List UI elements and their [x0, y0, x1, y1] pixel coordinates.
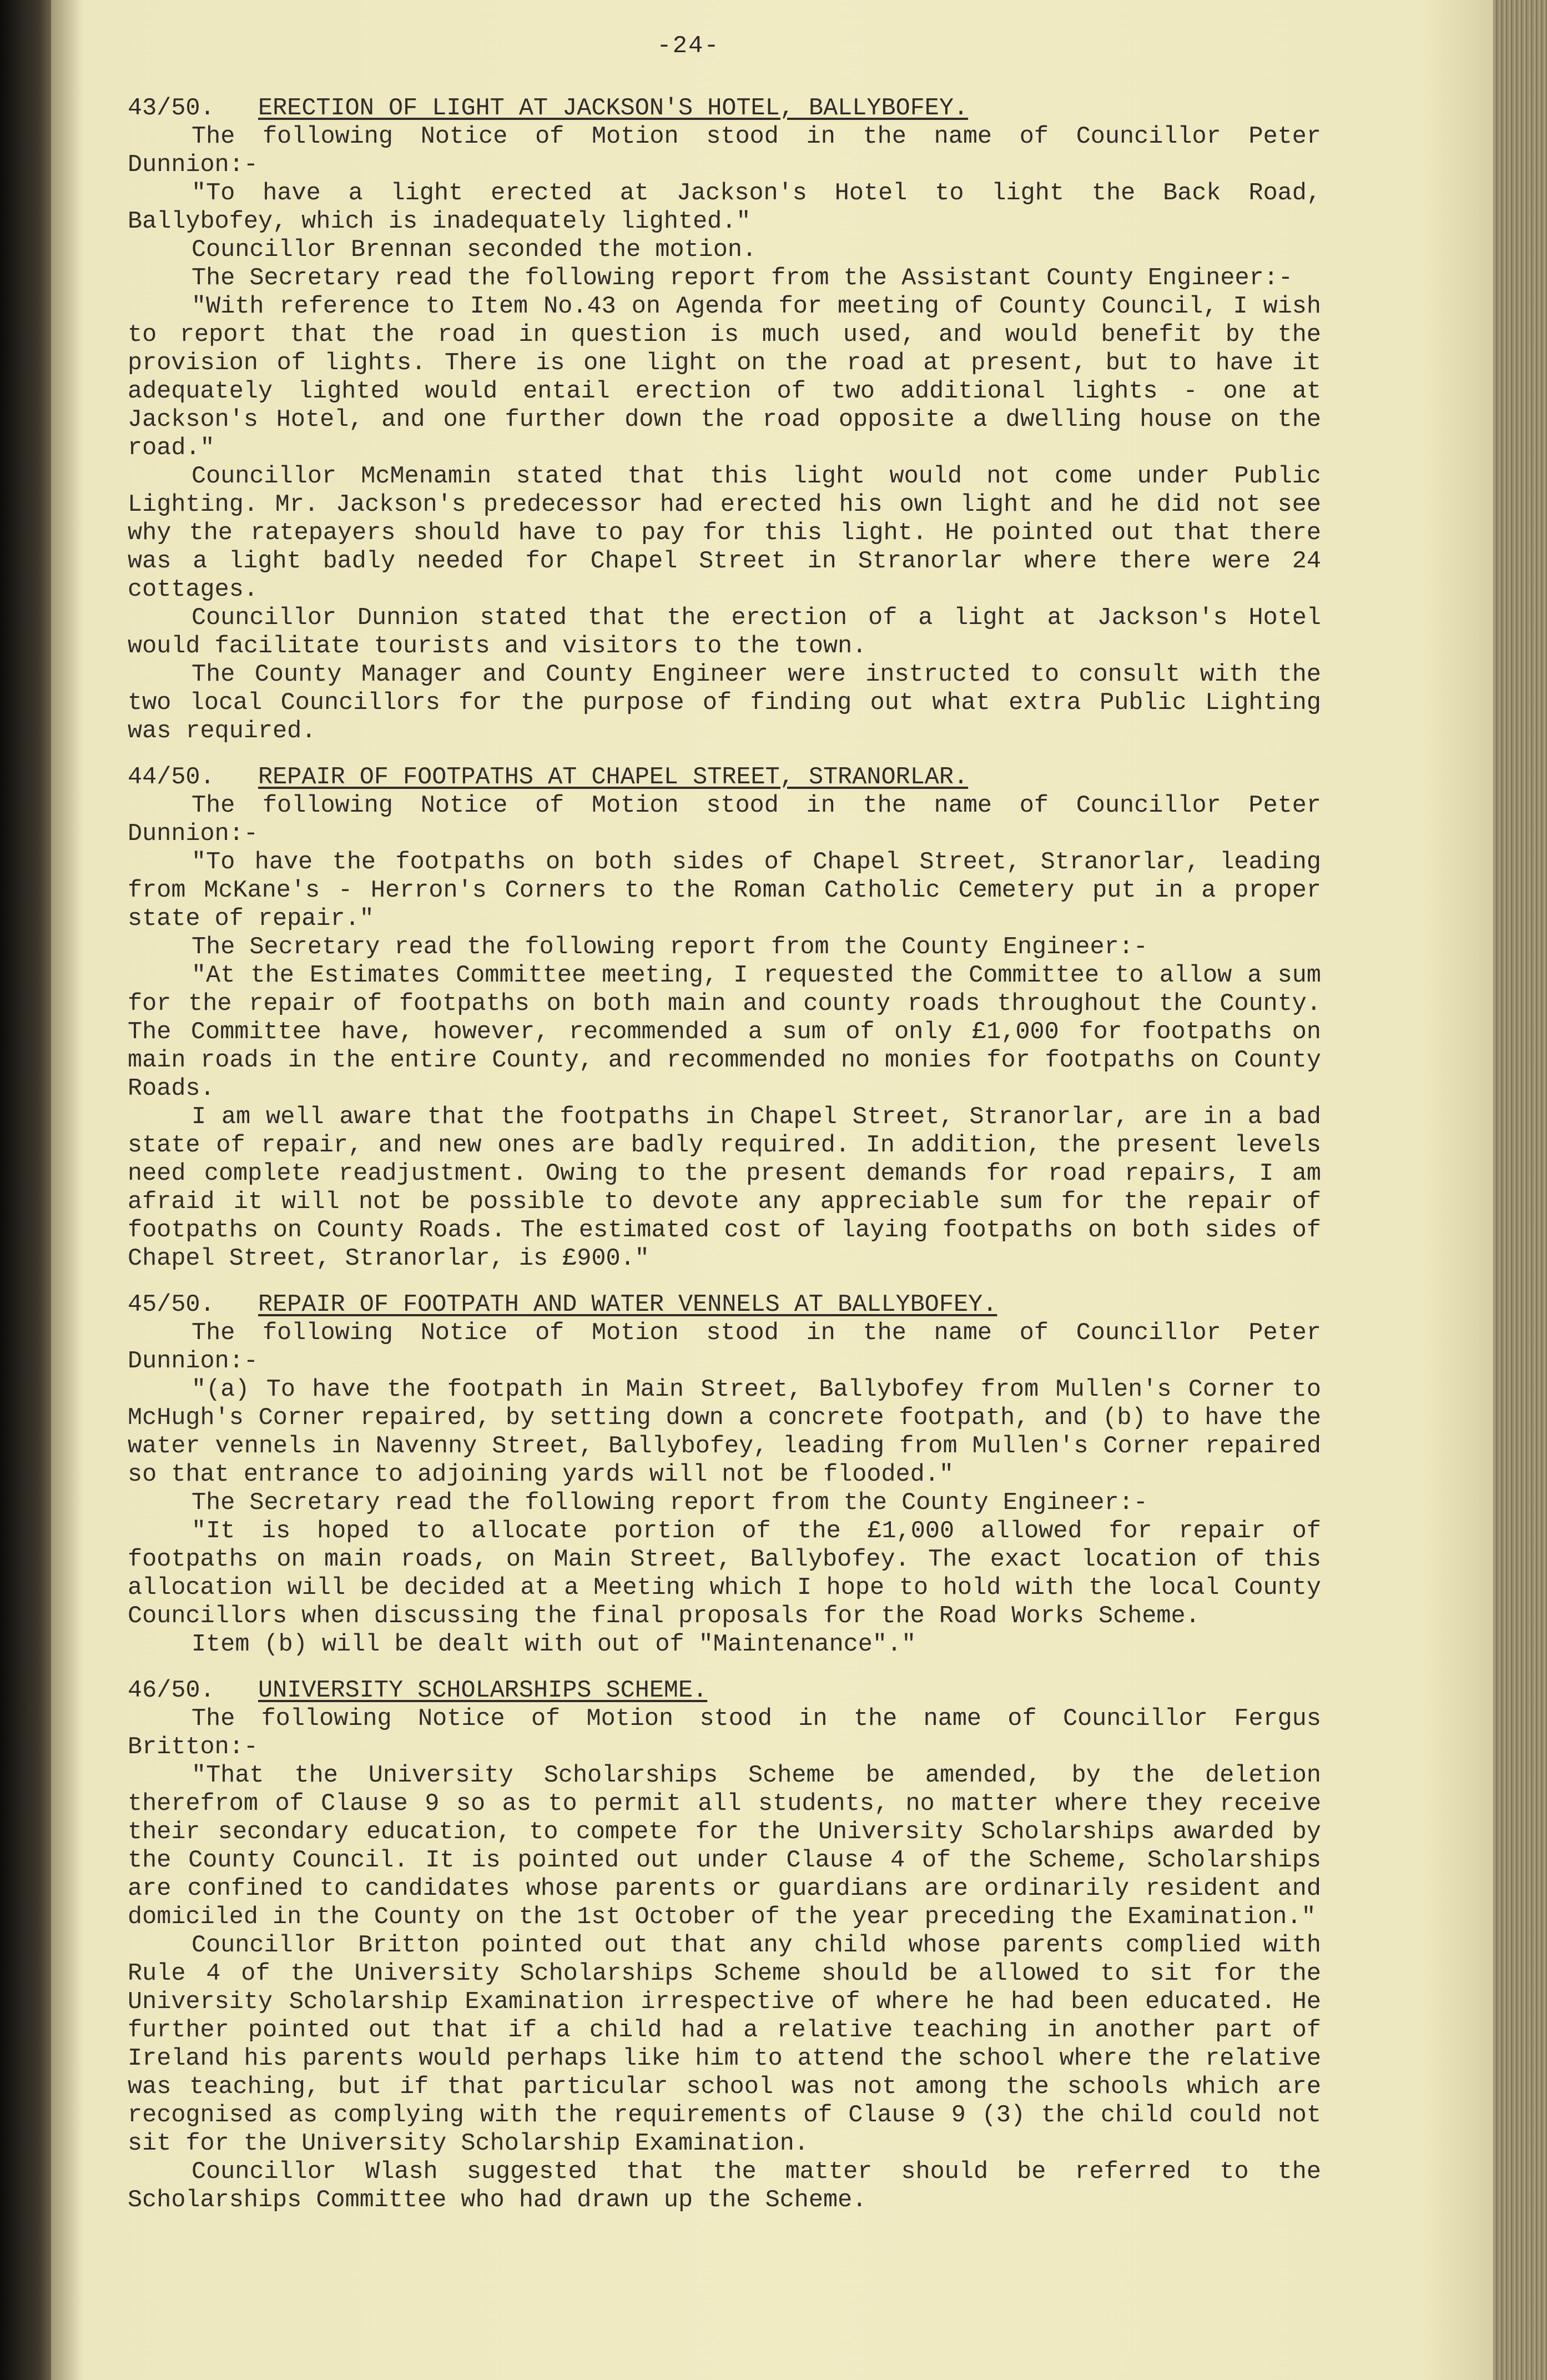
paragraph: The County Manager and County Engineer were instructed to consult with the two local Councillors for the purpose of finding out what extra Public Lighting was required.	[128, 661, 1321, 745]
item-number: 46/50.	[128, 1677, 215, 1704]
paragraph: "(a) To have the footpath in Main Street, Ballybofey from Mullen's Corner to McHugh's Corner repaired, by setting down a concrete footpath, and (b) to have the water vennels in Navenny Street, Ballybofey, leading from Mullen's Corner repaired so that entrance to adjoining yards will not be flooded."	[128, 1376, 1321, 1488]
item-title: REPAIR OF FOOTPATH AND WATER VENNELS AT BALLYBOFEY.	[258, 1291, 997, 1319]
paragraph: The Secretary read the following report from the County Engineer:-	[192, 934, 1148, 961]
item-number: 45/50.	[128, 1291, 215, 1319]
paragraph: "It is hoped to allocate portion of the £1,000 allowed for repair of footpaths on main roads, on Main Street, Ballybofey. The exact location of this allocation will be decided at a Meeting which I hope to hold with the local County Councillors when discussing the final proposals for the Road Works Scheme.	[128, 1518, 1321, 1630]
minutes-body	[128, 94, 1321, 2232]
item-number: 43/50.	[128, 95, 215, 122]
paragraph: Councillor Britton pointed out that any child whose parents complied with Rule 4 of the University Scholarships Scheme should be allowed to sit for the University Scholarship Examination irrespective of where he had been educated. He further pointed out that if a child had a relative teaching in another part of Ireland his parents would perhaps like him to attend the school where the relative was teaching, but if that particular school was not among the schools which are recognised as complying with the requirements of Clause 9 (3) the child could not sit for the University Scholarship Examination.	[128, 1932, 1321, 2157]
paragraph: The Secretary read the following report from the County Engineer:-	[192, 1490, 1148, 1517]
paragraph: "To have the footpaths on both sides of Chapel Street, Stranorlar, leading from McKane's - Herron's Corners to the Roman Catholic Cemetery put in a proper state of repair."	[128, 849, 1321, 933]
paragraph: Councillor Wlash suggested that the matter should be referred to the Scholarships Committee who had drawn up the Scheme.	[128, 2158, 1321, 2214]
paragraph: Item (b) will be dealt with out of "Maintenance"."	[192, 1631, 916, 1658]
minute-item-44	[128, 763, 1321, 1273]
minute-item-45	[128, 1291, 1321, 1659]
item-heading	[128, 1677, 1321, 1705]
item-title: REPAIR OF FOOTPATHS AT CHAPEL STREET, STRANORLAR.	[258, 764, 969, 791]
paragraph: Councillor McMenamin stated that this light would not come under Public Lighting. Mr. Jackson's predecessor had erected his own light and he did not see why the ratepayers should have to pay for this light. He pointed out that there was a light badly needed for Chapel Street in Stranorlar where there were 24 cottages.	[128, 463, 1321, 603]
page-edges	[1493, 0, 1547, 2380]
minute-item-46	[128, 1677, 1321, 2215]
paragraph: "With reference to Item No.43 on Agenda for meeting of County Council, I wish to report that the road in question is much used, and would benefit by the provision of lights. There is one light on the road at present, but to have it adequately lighted would entail erection of two additional lights - one at Jackson's Hotel, and one further down the road opposite a dwelling house on the road."	[128, 293, 1321, 462]
item-heading	[128, 1291, 1321, 1319]
paragraph: "To have a light erected at Jackson's Hotel to light the Back Road, Ballybofey, which is inadequately lighted."	[128, 180, 1321, 235]
paragraph: The following Notice of Motion stood in the name of Councillor Peter Dunnion:-	[128, 1320, 1321, 1375]
item-title: UNIVERSITY SCHOLARSHIPS SCHEME.	[258, 1677, 708, 1704]
gutter-shadow	[51, 0, 84, 2380]
paragraph: The following Notice of Motion stood in the name of Councillor Fergus Britton:-	[128, 1705, 1321, 1761]
page-number: -24-	[657, 32, 720, 60]
item-number: 44/50.	[128, 764, 215, 791]
paragraph: Councillor Brennan seconded the motion.	[192, 237, 757, 264]
item-title: ERECTION OF LIGHT AT JACKSON'S HOTEL, BALLYBOFEY.	[258, 95, 969, 122]
paragraph: I am well aware that the footpaths in Chapel Street, Stranorlar, are in a bad state of repair, and new ones are badly required. In addition, the present levels need complete readjustment. Owing to the present demands for road repairs, I am afraid it will not be possible to devote any appreciable sum for the repair of footpaths on County Roads. The estimated cost of laying footpaths on both sides of Chapel Street, Stranorlar, is £900."	[128, 1104, 1321, 1272]
item-heading	[128, 94, 1321, 123]
paragraph: The following Notice of Motion stood in the name of Councillor Peter Dunnion:-	[128, 792, 1321, 848]
paragraph: "That the University Scholarships Scheme be amended, by the deletion therefrom of Clause 9 so as to permit all students, no matter where they receive their secondary education, to compete for the University Scholarships awarded by the County Council. It is pointed out under Clause 4 of the Scheme, Scholarships are confined to candidates whose parents or guardians are ordinarily resident and domiciled in the County on the 1st October of the year preceding the Examination."	[128, 1762, 1321, 1931]
paragraph: Councillor Dunnion stated that the erection of a light at Jackson's Hotel would facilitate tourists and visitors to the town.	[128, 605, 1321, 660]
paragraph: "At the Estimates Committee meeting, I requested the Committee to allow a sum for the repair of footpaths on both main and county roads throughout the County. The Committee have, however, recommended a sum of only £1,000 for footpaths on main roads in the entire County, and recommended no monies for footpaths on County Roads.	[128, 962, 1321, 1103]
minute-item-43	[128, 94, 1321, 746]
paragraph: The following Notice of Motion stood in the name of Councillor Peter Dunnion:-	[128, 123, 1321, 179]
book-binding	[0, 0, 51, 2380]
paragraph: The Secretary read the following report from the Assistant County Engineer:-	[192, 265, 1293, 292]
item-heading	[128, 763, 1321, 792]
